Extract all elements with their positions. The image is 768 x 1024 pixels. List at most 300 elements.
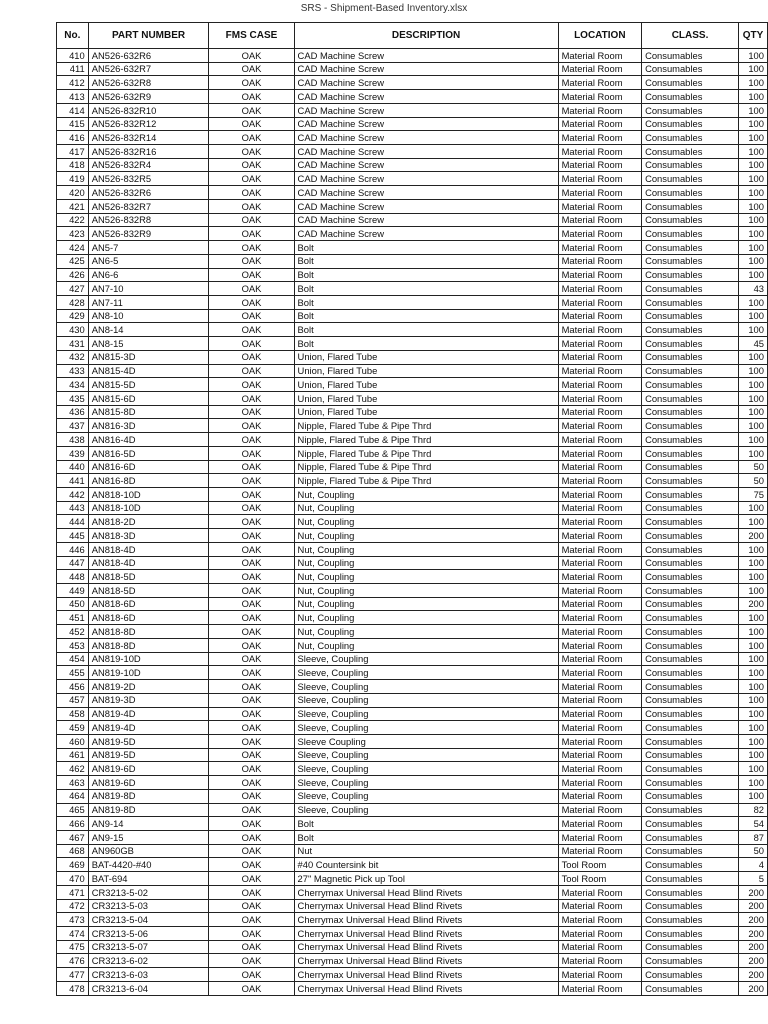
cell-description: Nut, Coupling — [294, 638, 558, 652]
cell-class: Consumables — [642, 433, 739, 447]
cell-description: CAD Machine Screw — [294, 49, 558, 63]
cell-location: Material Room — [558, 693, 642, 707]
table-row — [57, 748, 768, 762]
cell-class: Consumables — [642, 131, 739, 145]
cell-part-number: BAT-4420-#40 — [88, 858, 209, 872]
cell-class: Consumables — [642, 803, 739, 817]
cell-description: CAD Machine Screw — [294, 186, 558, 200]
cell-description: Nipple, Flared Tube & Pipe Thrd — [294, 460, 558, 474]
cell-class: Consumables — [642, 927, 739, 941]
cell-qty: 100 — [739, 721, 768, 735]
cell-no: 410 — [57, 49, 89, 63]
cell-description: CAD Machine Screw — [294, 158, 558, 172]
table-row — [57, 103, 768, 117]
cell-description: Union, Flared Tube — [294, 391, 558, 405]
cell-part-number: AN815-4D — [88, 364, 209, 378]
cell-location: Material Room — [558, 734, 642, 748]
cell-fms-case: OAK — [209, 350, 294, 364]
cell-qty: 43 — [739, 282, 768, 296]
cell-class: Consumables — [642, 968, 739, 982]
table-row — [57, 680, 768, 694]
cell-location: Material Room — [558, 817, 642, 831]
cell-qty: 100 — [739, 323, 768, 337]
cell-qty: 100 — [739, 707, 768, 721]
cell-description: Union, Flared Tube — [294, 405, 558, 419]
cell-fms-case: OAK — [209, 721, 294, 735]
cell-location: Material Room — [558, 268, 642, 282]
cell-part-number: AN818-4D — [88, 542, 209, 556]
cell-class: Consumables — [642, 213, 739, 227]
cell-qty: 100 — [739, 103, 768, 117]
cell-class: Consumables — [642, 844, 739, 858]
cell-location: Material Room — [558, 954, 642, 968]
cell-no: 422 — [57, 213, 89, 227]
cell-description: Bolt — [294, 254, 558, 268]
cell-class: Consumables — [642, 158, 739, 172]
table-row — [57, 940, 768, 954]
cell-class: Consumables — [642, 625, 739, 639]
cell-fms-case: OAK — [209, 309, 294, 323]
cell-fms-case: OAK — [209, 762, 294, 776]
cell-part-number: CR3213-5-06 — [88, 927, 209, 941]
cell-no: 461 — [57, 748, 89, 762]
cell-no: 444 — [57, 515, 89, 529]
cell-fms-case: OAK — [209, 186, 294, 200]
cell-qty: 100 — [739, 199, 768, 213]
cell-part-number: AN526-632R8 — [88, 76, 209, 90]
cell-no: 468 — [57, 844, 89, 858]
table-row — [57, 405, 768, 419]
cell-qty: 100 — [739, 776, 768, 790]
cell-location: Material Room — [558, 145, 642, 159]
cell-fms-case: OAK — [209, 268, 294, 282]
table-row — [57, 954, 768, 968]
cell-no: 424 — [57, 241, 89, 255]
cell-fms-case: OAK — [209, 803, 294, 817]
cell-location: Material Room — [558, 391, 642, 405]
cell-class: Consumables — [642, 90, 739, 104]
cell-location: Material Room — [558, 254, 642, 268]
cell-qty: 100 — [739, 268, 768, 282]
cell-part-number: AN9-15 — [88, 830, 209, 844]
cell-location: Material Room — [558, 968, 642, 982]
cell-qty: 200 — [739, 885, 768, 899]
cell-fms-case: OAK — [209, 488, 294, 502]
cell-location: Material Room — [558, 295, 642, 309]
cell-description: Cherrymax Universal Head Blind Rivets — [294, 927, 558, 941]
cell-description: Sleeve, Coupling — [294, 666, 558, 680]
cell-class: Consumables — [642, 666, 739, 680]
cell-qty: 100 — [739, 433, 768, 447]
header-row — [57, 23, 768, 49]
cell-qty: 200 — [739, 968, 768, 982]
cell-fms-case: OAK — [209, 433, 294, 447]
cell-no: 430 — [57, 323, 89, 337]
cell-description: Nut, Coupling — [294, 570, 558, 584]
cell-description: Bolt — [294, 830, 558, 844]
cell-no: 469 — [57, 858, 89, 872]
inventory-table — [56, 22, 768, 996]
cell-no: 416 — [57, 131, 89, 145]
cell-description: Nut, Coupling — [294, 556, 558, 570]
cell-location: Material Room — [558, 844, 642, 858]
cell-location: Material Room — [558, 117, 642, 131]
cell-location: Material Room — [558, 927, 642, 941]
cell-class: Consumables — [642, 529, 739, 543]
cell-class: Consumables — [642, 542, 739, 556]
cell-description: Bolt — [294, 268, 558, 282]
cell-location: Material Room — [558, 501, 642, 515]
cell-fms-case: OAK — [209, 981, 294, 995]
cell-no: 476 — [57, 954, 89, 968]
cell-fms-case: OAK — [209, 49, 294, 63]
cell-location: Material Room — [558, 830, 642, 844]
cell-description: Bolt — [294, 241, 558, 255]
cell-part-number: BAT-694 — [88, 872, 209, 886]
cell-description: Sleeve, Coupling — [294, 693, 558, 707]
cell-description: Cherrymax Universal Head Blind Rivets — [294, 954, 558, 968]
cell-qty: 100 — [739, 227, 768, 241]
cell-part-number: AN526-832R5 — [88, 172, 209, 186]
cell-fms-case: OAK — [209, 666, 294, 680]
cell-location: Material Room — [558, 460, 642, 474]
cell-qty: 100 — [739, 734, 768, 748]
cell-description: CAD Machine Screw — [294, 62, 558, 76]
cell-description: Cherrymax Universal Head Blind Rivets — [294, 899, 558, 913]
cell-description: Union, Flared Tube — [294, 378, 558, 392]
cell-fms-case: OAK — [209, 446, 294, 460]
cell-qty: 100 — [739, 117, 768, 131]
cell-part-number: AN815-8D — [88, 405, 209, 419]
cell-location: Material Room — [558, 131, 642, 145]
cell-part-number: AN816-3D — [88, 419, 209, 433]
cell-fms-case: OAK — [209, 707, 294, 721]
header-class: CLASS. — [642, 23, 739, 49]
cell-description: Nut, Coupling — [294, 529, 558, 543]
cell-description: Sleeve, Coupling — [294, 748, 558, 762]
cell-description: Nut, Coupling — [294, 542, 558, 556]
cell-class: Consumables — [642, 680, 739, 694]
cell-location: Material Room — [558, 597, 642, 611]
table-row — [57, 625, 768, 639]
cell-class: Consumables — [642, 323, 739, 337]
cell-qty: 100 — [739, 158, 768, 172]
cell-class: Consumables — [642, 597, 739, 611]
cell-part-number: AN526-832R7 — [88, 199, 209, 213]
cell-part-number: AN818-6D — [88, 597, 209, 611]
cell-class: Consumables — [642, 172, 739, 186]
cell-location: Material Room — [558, 748, 642, 762]
cell-class: Consumables — [642, 474, 739, 488]
cell-no: 443 — [57, 501, 89, 515]
table-row — [57, 734, 768, 748]
cell-qty: 5 — [739, 872, 768, 886]
cell-fms-case: OAK — [209, 103, 294, 117]
header-fms-case: FMS CASE — [209, 23, 294, 49]
cell-class: Consumables — [642, 556, 739, 570]
table-row — [57, 981, 768, 995]
cell-fms-case: OAK — [209, 419, 294, 433]
cell-part-number: AN8-10 — [88, 309, 209, 323]
cell-qty: 4 — [739, 858, 768, 872]
table-row — [57, 323, 768, 337]
table-row — [57, 309, 768, 323]
cell-no: 472 — [57, 899, 89, 913]
cell-part-number: AN526-832R8 — [88, 213, 209, 227]
cell-description: #40 Countersink bit — [294, 858, 558, 872]
cell-description: CAD Machine Screw — [294, 145, 558, 159]
cell-location: Material Room — [558, 103, 642, 117]
cell-part-number: AN819-4D — [88, 707, 209, 721]
cell-fms-case: OAK — [209, 378, 294, 392]
cell-class: Consumables — [642, 638, 739, 652]
cell-fms-case: OAK — [209, 748, 294, 762]
cell-description: Bolt — [294, 817, 558, 831]
table-row — [57, 337, 768, 351]
cell-location: Material Room — [558, 789, 642, 803]
cell-part-number: CR3213-5-07 — [88, 940, 209, 954]
table-row — [57, 364, 768, 378]
cell-qty: 100 — [739, 611, 768, 625]
cell-class: Consumables — [642, 488, 739, 502]
cell-no: 421 — [57, 199, 89, 213]
cell-description: Cherrymax Universal Head Blind Rivets — [294, 940, 558, 954]
cell-class: Consumables — [642, 186, 739, 200]
cell-no: 414 — [57, 103, 89, 117]
table-row — [57, 968, 768, 982]
cell-qty: 100 — [739, 49, 768, 63]
cell-fms-case: OAK — [209, 90, 294, 104]
cell-description: Nut, Coupling — [294, 488, 558, 502]
cell-fms-case: OAK — [209, 844, 294, 858]
cell-qty: 100 — [739, 131, 768, 145]
cell-qty: 100 — [739, 515, 768, 529]
cell-location: Material Room — [558, 584, 642, 598]
cell-no: 426 — [57, 268, 89, 282]
cell-location: Material Room — [558, 913, 642, 927]
table-row — [57, 721, 768, 735]
cell-part-number: AN818-4D — [88, 556, 209, 570]
cell-part-number: AN8-15 — [88, 337, 209, 351]
cell-qty: 100 — [739, 76, 768, 90]
cell-no: 446 — [57, 542, 89, 556]
cell-location: Material Room — [558, 241, 642, 255]
cell-class: Consumables — [642, 981, 739, 995]
cell-no: 471 — [57, 885, 89, 899]
cell-qty: 100 — [739, 584, 768, 598]
table-row — [57, 172, 768, 186]
table-row — [57, 611, 768, 625]
cell-no: 455 — [57, 666, 89, 680]
cell-fms-case: OAK — [209, 241, 294, 255]
cell-location: Material Room — [558, 570, 642, 584]
cell-location: Material Room — [558, 309, 642, 323]
cell-part-number: AN818-5D — [88, 570, 209, 584]
cell-no: 456 — [57, 680, 89, 694]
cell-location: Material Room — [558, 638, 642, 652]
cell-description: Bolt — [294, 337, 558, 351]
cell-fms-case: OAK — [209, 734, 294, 748]
cell-no: 435 — [57, 391, 89, 405]
table-row — [57, 295, 768, 309]
cell-no: 428 — [57, 295, 89, 309]
cell-location: Material Room — [558, 364, 642, 378]
cell-class: Consumables — [642, 762, 739, 776]
table-row — [57, 433, 768, 447]
table-row — [57, 762, 768, 776]
cell-fms-case: OAK — [209, 817, 294, 831]
cell-fms-case: OAK — [209, 611, 294, 625]
cell-location: Material Room — [558, 433, 642, 447]
cell-part-number: AN526-832R4 — [88, 158, 209, 172]
cell-no: 458 — [57, 707, 89, 721]
cell-no: 448 — [57, 570, 89, 584]
cell-qty: 100 — [739, 570, 768, 584]
table-row — [57, 241, 768, 255]
table-row — [57, 597, 768, 611]
cell-location: Material Room — [558, 611, 642, 625]
cell-fms-case: OAK — [209, 323, 294, 337]
cell-qty: 200 — [739, 913, 768, 927]
cell-no: 460 — [57, 734, 89, 748]
cell-description: CAD Machine Screw — [294, 172, 558, 186]
cell-part-number: AN960GB — [88, 844, 209, 858]
cell-no: 465 — [57, 803, 89, 817]
cell-part-number: AN526-832R16 — [88, 145, 209, 159]
cell-qty: 200 — [739, 529, 768, 543]
table-row — [57, 830, 768, 844]
cell-no: 433 — [57, 364, 89, 378]
cell-class: Consumables — [642, 103, 739, 117]
cell-no: 450 — [57, 597, 89, 611]
cell-fms-case: OAK — [209, 940, 294, 954]
cell-qty: 54 — [739, 817, 768, 831]
cell-qty: 100 — [739, 295, 768, 309]
table-row — [57, 570, 768, 584]
cell-location: Material Room — [558, 213, 642, 227]
table-row — [57, 227, 768, 241]
cell-no: 477 — [57, 968, 89, 982]
table-row — [57, 282, 768, 296]
cell-description: Nipple, Flared Tube & Pipe Thrd — [294, 446, 558, 460]
cell-part-number: AN526-832R14 — [88, 131, 209, 145]
cell-class: Consumables — [642, 693, 739, 707]
cell-fms-case: OAK — [209, 405, 294, 419]
cell-location: Material Room — [558, 186, 642, 200]
cell-class: Consumables — [642, 350, 739, 364]
table-row — [57, 515, 768, 529]
cell-location: Material Room — [558, 899, 642, 913]
cell-class: Consumables — [642, 789, 739, 803]
cell-class: Consumables — [642, 446, 739, 460]
cell-description: Bolt — [294, 295, 558, 309]
cell-class: Consumables — [642, 611, 739, 625]
cell-description: Sleeve Coupling — [294, 734, 558, 748]
cell-part-number: AN8-14 — [88, 323, 209, 337]
cell-fms-case: OAK — [209, 391, 294, 405]
cell-qty: 45 — [739, 337, 768, 351]
cell-class: Consumables — [642, 49, 739, 63]
cell-fms-case: OAK — [209, 652, 294, 666]
cell-no: 457 — [57, 693, 89, 707]
cell-qty: 100 — [739, 364, 768, 378]
cell-part-number: AN819-10D — [88, 652, 209, 666]
table-body — [57, 49, 768, 996]
cell-no: 467 — [57, 830, 89, 844]
cell-qty: 100 — [739, 213, 768, 227]
cell-qty: 82 — [739, 803, 768, 817]
cell-class: Consumables — [642, 954, 739, 968]
cell-fms-case: OAK — [209, 199, 294, 213]
table-row — [57, 446, 768, 460]
cell-qty: 87 — [739, 830, 768, 844]
cell-fms-case: OAK — [209, 638, 294, 652]
cell-part-number: AN819-8D — [88, 803, 209, 817]
cell-part-number: CR3213-6-02 — [88, 954, 209, 968]
table-row — [57, 858, 768, 872]
cell-location: Material Room — [558, 885, 642, 899]
cell-part-number: AN815-3D — [88, 350, 209, 364]
cell-no: 451 — [57, 611, 89, 625]
cell-qty: 100 — [739, 446, 768, 460]
cell-part-number: AN5-7 — [88, 241, 209, 255]
cell-no: 453 — [57, 638, 89, 652]
cell-class: Consumables — [642, 515, 739, 529]
cell-part-number: AN819-4D — [88, 721, 209, 735]
table-row — [57, 872, 768, 886]
cell-location: Material Room — [558, 474, 642, 488]
cell-qty: 100 — [739, 419, 768, 433]
cell-qty: 100 — [739, 666, 768, 680]
cell-fms-case: OAK — [209, 885, 294, 899]
cell-class: Consumables — [642, 721, 739, 735]
table-row — [57, 817, 768, 831]
cell-fms-case: OAK — [209, 680, 294, 694]
cell-class: Consumables — [642, 76, 739, 90]
cell-location: Material Room — [558, 556, 642, 570]
cell-location: Material Room — [558, 776, 642, 790]
cell-qty: 100 — [739, 501, 768, 515]
cell-part-number: AN7-11 — [88, 295, 209, 309]
cell-fms-case: OAK — [209, 529, 294, 543]
table-row — [57, 885, 768, 899]
table-row — [57, 378, 768, 392]
cell-no: 470 — [57, 872, 89, 886]
cell-location: Material Room — [558, 721, 642, 735]
cell-description: Sleeve, Coupling — [294, 721, 558, 735]
table-row — [57, 117, 768, 131]
cell-no: 441 — [57, 474, 89, 488]
cell-part-number: AN526-632R6 — [88, 49, 209, 63]
cell-location: Material Room — [558, 707, 642, 721]
cell-part-number: AN819-3D — [88, 693, 209, 707]
cell-part-number: AN818-10D — [88, 501, 209, 515]
cell-description: Nut, Coupling — [294, 597, 558, 611]
cell-fms-case: OAK — [209, 282, 294, 296]
cell-class: Consumables — [642, 378, 739, 392]
cell-class: Consumables — [642, 734, 739, 748]
cell-no: 474 — [57, 927, 89, 941]
cell-class: Consumables — [642, 405, 739, 419]
cell-no: 473 — [57, 913, 89, 927]
cell-location: Material Room — [558, 652, 642, 666]
cell-fms-case: OAK — [209, 584, 294, 598]
cell-fms-case: OAK — [209, 158, 294, 172]
cell-fms-case: OAK — [209, 556, 294, 570]
cell-fms-case: OAK — [209, 830, 294, 844]
cell-location: Material Room — [558, 337, 642, 351]
table-row — [57, 49, 768, 63]
